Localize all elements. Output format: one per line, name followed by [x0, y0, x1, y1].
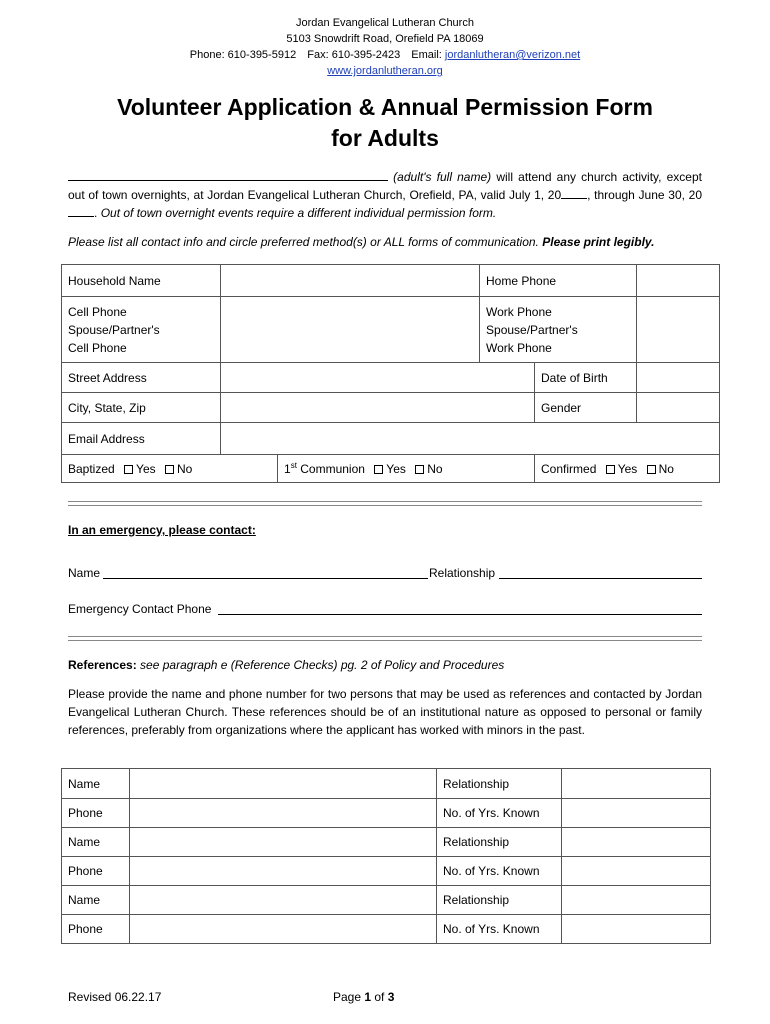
- gender-input[interactable]: [637, 393, 720, 423]
- page-total: 3: [387, 990, 395, 1004]
- references-subheading: see paragraph e (Reference Checks) pg. 2 of Policy and Procedures: [140, 658, 505, 672]
- email-link[interactable]: jordanlutheran@verizon.net: [444, 49, 581, 61]
- cell-phone-labels: [62, 297, 221, 363]
- intro-text-1: will attend any church activity, except out of town overnights, at Jordan Evangelical Lutheran Church, Orefield, PA, valid July 1, 20: [68, 170, 702, 202]
- adult-name-field[interactable]: [68, 168, 388, 181]
- intro-text-3: .: [94, 206, 98, 220]
- ref2-years-input[interactable]: [562, 857, 711, 886]
- org-phone: Phone: 610-395-5912: [189, 49, 297, 61]
- page-of: of: [371, 990, 388, 1004]
- adult-name-hint: (adult's full name): [393, 170, 492, 184]
- ref3-phone-label: Phone: [62, 915, 130, 944]
- confirmed-yes-label: Yes: [617, 461, 638, 476]
- references-paragraph: Please provide the name and phone number for two persons that may be used as references and contacted by Jordan Evangelical Lutheran Church. These references should be of an institutional nature as opposed to personal or family references, preferably from organizations where the applicant has worked with minors in the past.: [68, 687, 702, 737]
- ref3-relationship-label: Relationship: [437, 886, 562, 915]
- ref3-relationship-input[interactable]: [562, 886, 711, 915]
- title-line-2: for Adults: [331, 125, 439, 151]
- ref2-years-label: No. of Yrs. Known: [437, 857, 562, 886]
- website-link[interactable]: www.jordanlutheran.org: [327, 65, 443, 77]
- ref2-name-label: Name: [62, 828, 130, 857]
- baptized-cell: [62, 455, 278, 483]
- emergency-relationship-input[interactable]: [499, 578, 702, 579]
- ref3-name-input[interactable]: [130, 886, 437, 915]
- ref1-years-input[interactable]: [562, 799, 711, 828]
- baptized-no-label: No: [176, 461, 193, 476]
- overnight-note: Out of town overnight events require a different individual permission form.: [100, 206, 497, 220]
- ref2-phone-label: Phone: [62, 857, 130, 886]
- gender-label: Gender: [535, 393, 637, 423]
- ref3-years-input[interactable]: [562, 915, 711, 944]
- date-of-birth-label: Date of Birth: [535, 363, 637, 393]
- instructions-bold: Please print legibly.: [542, 235, 655, 249]
- ref1-relationship-label: Relationship: [437, 769, 562, 799]
- divider: [68, 501, 702, 506]
- work-phone-input[interactable]: [637, 297, 720, 363]
- revised-date: Revised 06.22.17: [68, 990, 162, 1004]
- ref1-years-label: No. of Yrs. Known: [437, 799, 562, 828]
- emergency-name-label: Name: [68, 566, 101, 580]
- communion-no-label: No: [427, 462, 443, 476]
- confirmed-yes-checkbox[interactable]: [606, 465, 615, 474]
- work-phone-labels: [480, 297, 637, 363]
- instructions-text: Please list all contact info and circle preferred method(s) or ALL forms of communication.: [68, 235, 539, 249]
- start-year-field[interactable]: [561, 186, 587, 199]
- spouse-work-label: Work Phone: [486, 340, 552, 355]
- emergency-name-input[interactable]: [103, 578, 428, 579]
- ref1-relationship-input[interactable]: [562, 769, 711, 799]
- page-label: Page: [333, 990, 365, 1004]
- confirmed-cell: [535, 455, 720, 483]
- street-address-input[interactable]: [221, 363, 535, 393]
- page-number: [333, 990, 394, 1004]
- spouse-label-1: Spouse/Partner's: [68, 322, 160, 337]
- ref2-relationship-input[interactable]: [562, 828, 711, 857]
- org-name: Jordan Evangelical Lutheran Church: [296, 17, 474, 29]
- communion-number: 1: [284, 462, 291, 476]
- household-name-label: Household Name: [62, 265, 221, 297]
- divider: [68, 636, 702, 641]
- end-year-field[interactable]: [68, 204, 94, 217]
- date-of-birth-input[interactable]: [637, 363, 720, 393]
- contact-line: [0, 47, 770, 63]
- email-address-label: Email Address: [62, 423, 221, 455]
- ref2-phone-input[interactable]: [130, 857, 437, 886]
- street-address-label: Street Address: [62, 363, 221, 393]
- ref3-phone-input[interactable]: [130, 915, 437, 944]
- confirmed-label: Confirmed: [541, 461, 597, 476]
- page-current: 1: [364, 990, 372, 1004]
- home-phone-label: Home Phone: [480, 265, 637, 297]
- communion-cell: [278, 455, 535, 483]
- emergency-phone-input[interactable]: [218, 614, 702, 615]
- confirmed-no-checkbox[interactable]: [647, 465, 656, 474]
- ref1-name-input[interactable]: [130, 769, 437, 799]
- communion-ordinal: st: [290, 461, 297, 470]
- page-title: [0, 92, 770, 154]
- baptized-label: Baptized: [68, 461, 115, 476]
- emergency-heading: In an emergency, please contact:: [68, 523, 256, 537]
- baptized-yes-checkbox[interactable]: [124, 465, 133, 474]
- letterhead: [0, 15, 770, 79]
- title-line-1: Volunteer Application & Annual Permission Form: [117, 94, 653, 120]
- intro-paragraph: [68, 168, 702, 222]
- communion-label: [284, 462, 365, 476]
- communion-yes-checkbox[interactable]: [374, 465, 383, 474]
- email-label: Email:: [411, 49, 442, 61]
- emergency-relationship-label: Relationship: [429, 566, 496, 580]
- ref3-years-label: No. of Yrs. Known: [437, 915, 562, 944]
- household-name-input[interactable]: [221, 265, 480, 297]
- home-phone-input[interactable]: [637, 265, 720, 297]
- city-state-zip-input[interactable]: [221, 393, 535, 423]
- cell-phone-label: Cell Phone: [68, 304, 127, 319]
- ref3-name-label: Name: [62, 886, 130, 915]
- intro-text-2: , through June 30, 20: [587, 188, 702, 202]
- ref2-name-input[interactable]: [130, 828, 437, 857]
- communion-no-checkbox[interactable]: [415, 465, 424, 474]
- city-state-zip-label: City, State, Zip: [62, 393, 221, 423]
- work-phone-label: Work Phone: [486, 304, 552, 319]
- ref1-phone-input[interactable]: [130, 799, 437, 828]
- references-table: [61, 768, 711, 944]
- references-heading: References:: [68, 658, 137, 672]
- org-address: 5103 Snowdrift Road, Orefield PA 18069: [286, 33, 484, 45]
- contact-table: [61, 264, 720, 483]
- instructions: [68, 233, 702, 251]
- org-fax: Fax: 610-395-2423: [307, 49, 401, 61]
- references-heading-line: [68, 658, 504, 672]
- emergency-phone-label: Emergency Contact Phone: [68, 602, 212, 616]
- communion-yes-label: Yes: [386, 462, 406, 476]
- spouse-label-2: Spouse/Partner's: [486, 322, 578, 337]
- baptized-no-checkbox[interactable]: [165, 465, 174, 474]
- baptized-yes-label: Yes: [136, 461, 156, 476]
- ref1-name-label: Name: [62, 769, 130, 799]
- ref2-relationship-label: Relationship: [437, 828, 562, 857]
- ref1-phone-label: Phone: [62, 799, 130, 828]
- email-address-input[interactable]: [221, 423, 720, 455]
- confirmed-no-label: No: [658, 461, 674, 476]
- cell-phone-input[interactable]: [221, 297, 480, 363]
- spouse-cell-label: Cell Phone: [68, 340, 127, 355]
- communion-word: Communion: [296, 462, 365, 476]
